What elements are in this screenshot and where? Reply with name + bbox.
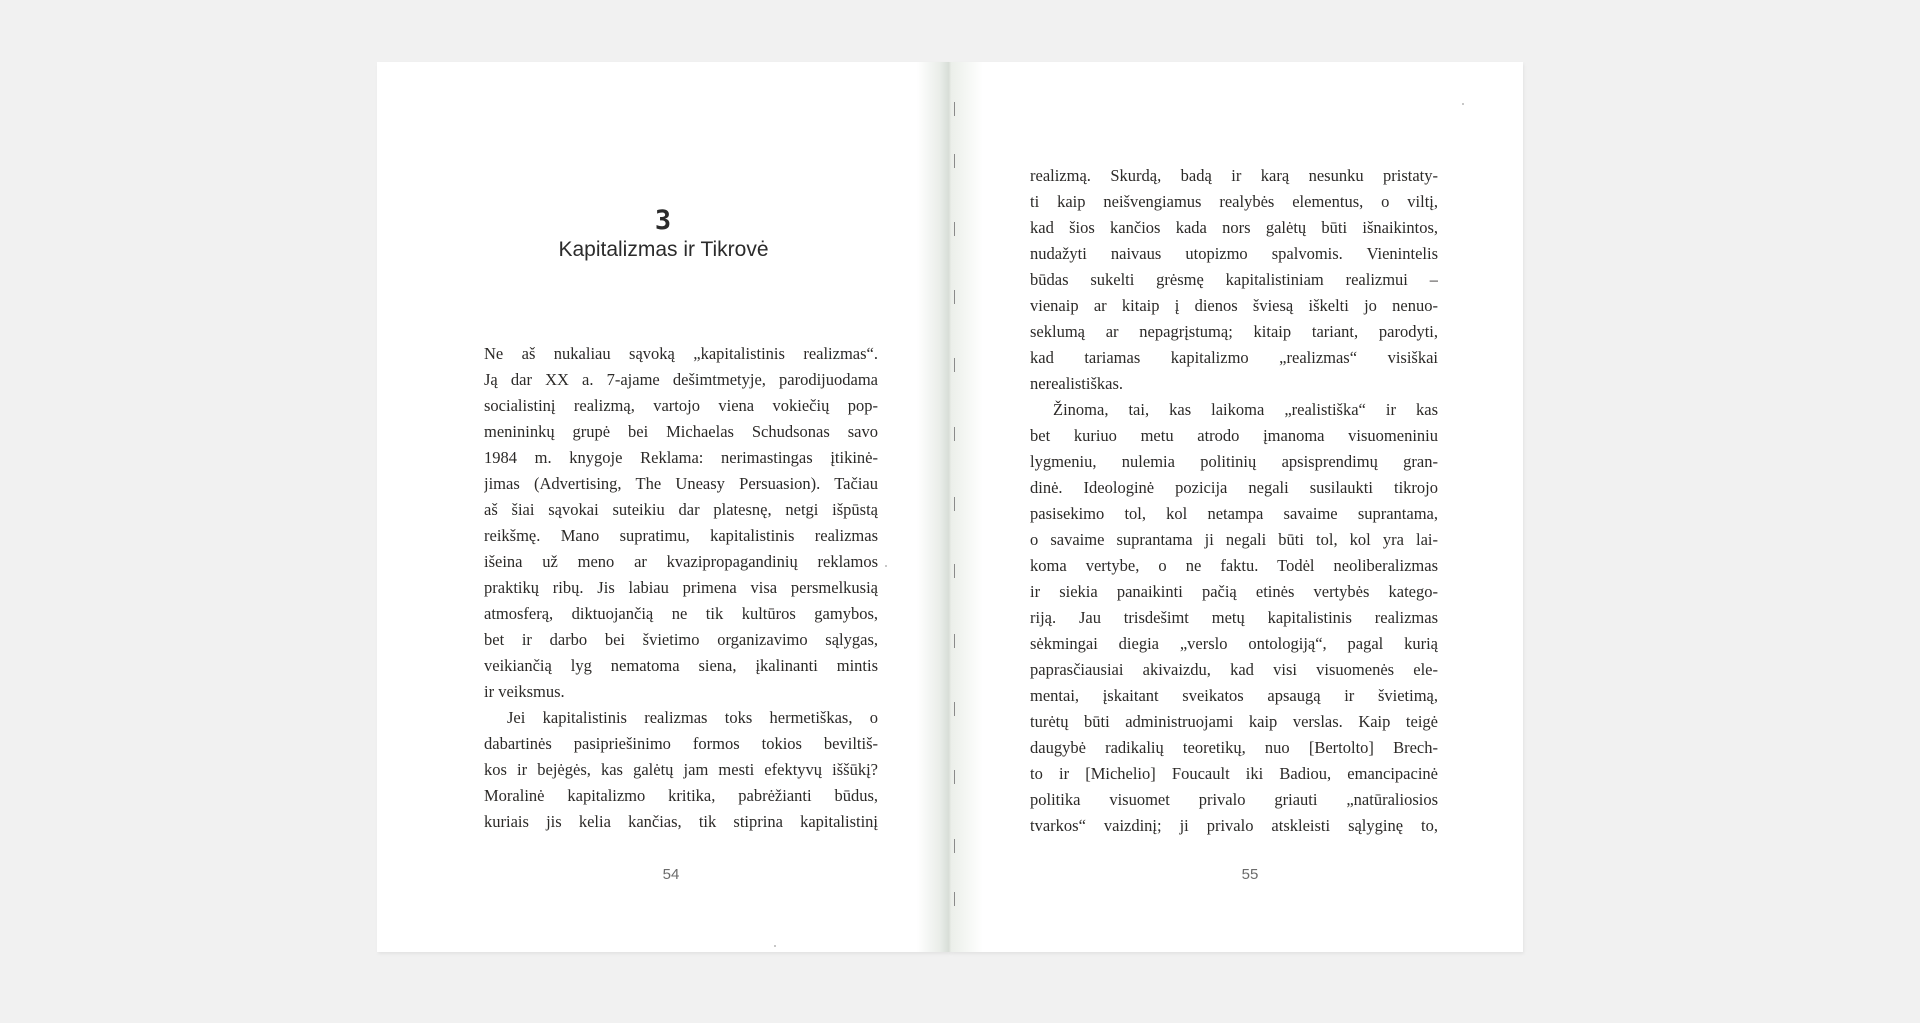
- paper-speck: [1462, 103, 1464, 105]
- text-line: Ją dar XX a. 7-ajame dešimtmetyje, parodijuodama: [484, 370, 878, 389]
- text-line: reikšmę. Mano supratimu, kapitalistinis realizmas: [484, 526, 878, 545]
- text-line: Žinoma, tai, kas laikoma „realistiška“ ir kas: [1053, 400, 1438, 419]
- text-line: socialistinį realizmą, vartojo viena vokiečių pop-: [484, 396, 878, 415]
- text-line: bet kuriuo metu atrodo įmanoma visuomeniniu: [1030, 426, 1438, 445]
- text-line: o savaime suprantama ji negali būti tol, kol yra lai-: [1030, 530, 1438, 549]
- text-line: Jei kapitalistinis realizmas toks hermetiškas, o: [507, 708, 878, 727]
- text-line: mentai, įskaitant sveikatos apsaugą ir švietimą,: [1030, 686, 1438, 705]
- text-line: dinė. Ideologinė pozicija negali susilaukti tikrojo: [1030, 478, 1438, 497]
- text-line: veikiančią lyg nematoma siena, įkalinanti mintis: [484, 656, 878, 675]
- text-line: sėkmingai diegia „verslo ontologiją“, pagal kurią: [1030, 634, 1438, 653]
- text-line: praktikų ribų. Jis labiau primena visa persmelkusią: [484, 578, 878, 597]
- text-line: bet ir darbo bei švietimo organizavimo sąlygas,: [484, 630, 878, 649]
- chapter-number: 3: [654, 205, 673, 236]
- text-line: turėtų būti administruojami kaip verslas. Kaip teigė: [1030, 712, 1438, 731]
- text-line: seklumą ar nepagrįstumą; kitaip tariant, parodyti,: [1030, 322, 1438, 341]
- text-line: paprasčiausiai akivaizdu, kad visi visuomenės ele-: [1030, 660, 1438, 679]
- binding-marks: [952, 102, 958, 912]
- text-line: 1984 m. knygoje Reklama: nerimastingas įtikinė-: [484, 448, 878, 467]
- text-line: kuriais jis kelia kančias, tik stiprina kapitalistinį: [484, 812, 878, 831]
- paper-speck: [885, 565, 887, 567]
- text-line: būdas sukelti grėsmę kapitalistiniam realizmui –: [1030, 270, 1438, 289]
- text-line: tvarkos“ vaizdinį; ji privalo atskleisti sąlyginę to,: [1030, 816, 1438, 835]
- text-line: vienaip ar kitaip į dienos šviesą iškelti jo nenuo-: [1030, 296, 1438, 315]
- book-spread: [377, 62, 1523, 952]
- paper-speck: [774, 945, 776, 947]
- text-line: politika visuomet privalo griauti „natūraliosios: [1030, 790, 1438, 809]
- page-number-right: 55: [1241, 866, 1259, 883]
- text-line: išeina už meno ar kvazipropagandinių reklamos: [484, 552, 878, 571]
- text-line: ti kaip neišvengiamus realybės elementus, o viltį,: [1030, 192, 1438, 211]
- text-line: daugybė radikalių teoretikų, nuo [Bertolto] Brech-: [1030, 738, 1438, 757]
- text-line: realizmą. Skurdą, badą ir karą nesunku pristaty-: [1030, 166, 1438, 185]
- text-line: nudažyti naivaus utopizmo spalvomis. Vienintelis: [1030, 244, 1438, 263]
- text-line: menininkų grupė bei Michaelas Schudsonas savo: [484, 422, 878, 441]
- text-line: to ir [Michelio] Foucault iki Badiou, emancipacinė: [1030, 764, 1438, 783]
- text-line: ir siekia panaikinti pačią etinės vertybės katego-: [1030, 582, 1438, 601]
- text-line: ir veiksmus.: [484, 682, 565, 701]
- text-line: riją. Jau trisdešimt metų kapitalistinis realizmas: [1030, 608, 1438, 627]
- text-line: lygmeniu, nulemia politinių apsisprendimų gran-: [1030, 452, 1438, 471]
- text-line: kos ir bejėgės, kas galėtų jam mesti efektyvų iššūkį?: [484, 760, 878, 779]
- text-line: pasisekimo tol, kol netampa savaime suprantama,: [1030, 504, 1438, 523]
- text-line: dabartinės pasipriešinimo formos tokios beviltiš-: [484, 734, 878, 753]
- text-line: kad šios kančios kada nors galėtų būti išnaikintos,: [1030, 218, 1438, 237]
- text-line: kad tariamas kapitalizmo „realizmas“ visiškai: [1030, 348, 1438, 367]
- left-page-body: [484, 341, 878, 835]
- text-line: aš šiai sąvokai suteikiu dar platesnę, netgi išpūstą: [484, 500, 878, 519]
- right-page-body: [1030, 163, 1438, 839]
- text-line: nerealistiškas.: [1030, 374, 1124, 393]
- text-line: jimas (Advertising, The Uneasy Persuasion). Tačiau: [484, 474, 878, 493]
- text-line: Moralinė kapitalizmo kritika, pabrėžianti būdus,: [484, 786, 878, 805]
- text-line: atmosferą, diktuojančią ne tik kultūros gamybos,: [484, 604, 878, 623]
- text-line: koma vertybe, o ne faktu. Todėl neoliberalizmas: [1030, 556, 1438, 575]
- text-line: Ne aš nukaliau sąvoką „kapitalistinis realizmas“.: [484, 344, 878, 363]
- chapter-title: Kapitalizmas ir Tikrovė: [558, 238, 769, 261]
- page-number-left: 54: [662, 866, 680, 883]
